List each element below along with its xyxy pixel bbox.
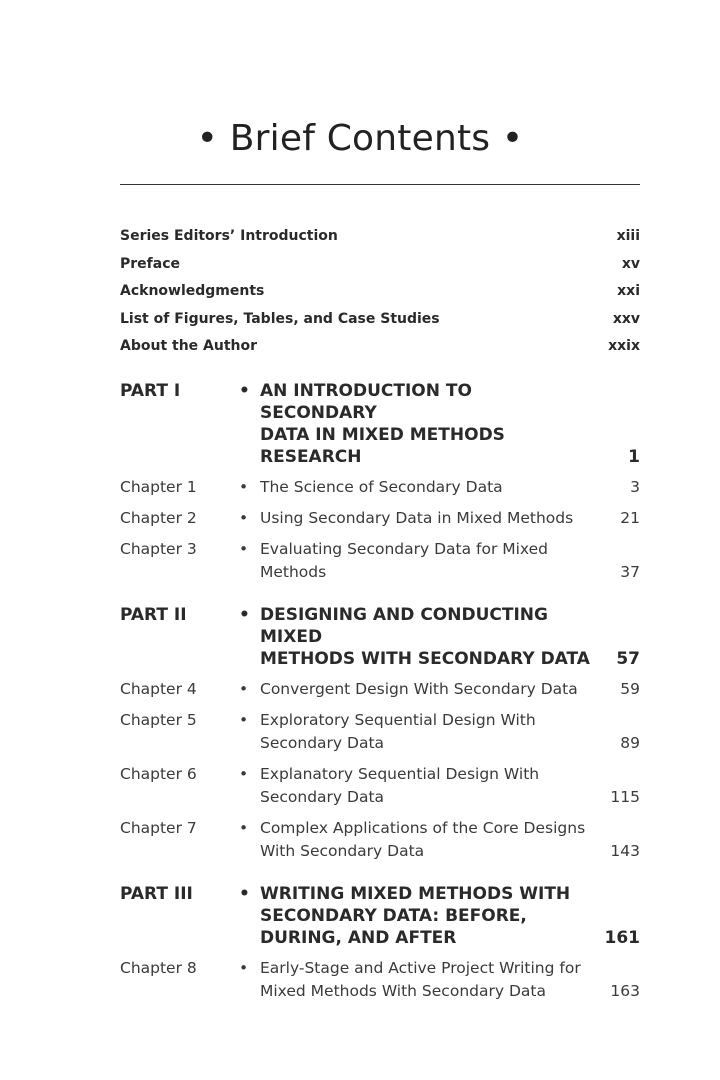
part-entry xyxy=(120,380,640,468)
chap-label: Chapter 4 xyxy=(120,680,197,698)
bullet-icon: • xyxy=(239,381,250,401)
part-title-line: AN INTRODUCTION TO SECONDARY xyxy=(260,381,472,423)
chap-label: Chapter 8 xyxy=(120,959,197,977)
bullet-icon: • xyxy=(239,765,249,783)
chap-title xyxy=(260,817,590,863)
chap-title-line: Secondary Data xyxy=(260,788,385,806)
part-entry xyxy=(120,883,640,949)
section-gap xyxy=(120,584,640,604)
front-matter-page: xv xyxy=(621,255,640,272)
part-label: PART I xyxy=(120,381,181,401)
bullet-icon: • xyxy=(239,478,249,496)
chapter-entry xyxy=(120,763,640,809)
front-matter-item xyxy=(120,338,640,366)
chap-title-line: Using Secondary Data in Mixed Methods xyxy=(260,509,574,527)
chap-title xyxy=(260,476,590,499)
front-matter-label: About the Author xyxy=(120,338,258,354)
chap-title-line: Early-Stage and Active Project Writing for xyxy=(260,959,581,977)
chap-title-line: Complex Applications of the Core Designs xyxy=(260,819,586,837)
part-title-line: METHODS WITH SECONDARY DATA xyxy=(260,649,590,669)
chapter-entry xyxy=(120,957,640,1003)
part-page: 1 xyxy=(628,447,640,467)
bullet-icon: • xyxy=(239,540,249,558)
chap-page: 59 xyxy=(620,680,640,698)
part-title xyxy=(260,380,590,468)
part-label: PART II xyxy=(120,605,187,625)
page-title: • Brief Contents • xyxy=(196,118,524,159)
chap-title xyxy=(260,538,590,584)
chapter-entry xyxy=(120,678,640,701)
part-page: 57 xyxy=(616,649,640,669)
chap-label: Chapter 5 xyxy=(120,711,197,729)
chap-page: 89 xyxy=(620,734,640,752)
chapter-entry xyxy=(120,817,640,863)
front-matter-label: List of Figures, Tables, and Case Studies xyxy=(120,310,440,327)
chap-page: 21 xyxy=(620,509,640,527)
chap-title xyxy=(260,507,590,530)
chap-title-line: With Secondary Data xyxy=(260,842,425,860)
bullet-icon: • xyxy=(239,884,250,904)
chapter-entry xyxy=(120,709,640,755)
section-gap xyxy=(120,863,640,883)
chap-title xyxy=(260,709,590,755)
part-page: 161 xyxy=(604,928,640,948)
part-title xyxy=(260,883,590,949)
chap-title-line: Exploratory Sequential Design With xyxy=(260,711,536,729)
front-matter-page: xxi xyxy=(617,283,640,299)
front-matter-label: Acknowledgments xyxy=(120,283,265,299)
front-matter-page: xxix xyxy=(608,338,640,354)
chap-title-line: The Science of Secondary Data xyxy=(260,478,503,496)
front-matter-item xyxy=(120,228,640,256)
bullet-icon: • xyxy=(239,509,249,527)
front-matter-label: Series Editors’ Introduction xyxy=(120,228,338,244)
bullet-icon: • xyxy=(239,711,249,729)
chap-title xyxy=(260,763,590,809)
chap-title-line: Convergent Design With Secondary Data xyxy=(260,680,578,698)
part-title-line: SECONDARY DATA: BEFORE, xyxy=(260,906,527,926)
front-matter-item xyxy=(120,311,640,339)
chap-label: Chapter 1 xyxy=(120,478,197,496)
chap-page: 37 xyxy=(620,563,640,581)
front-matter-page: xiii xyxy=(616,228,640,244)
bullet-icon: • xyxy=(239,605,250,625)
chap-page: 3 xyxy=(630,478,640,496)
chap-page: 143 xyxy=(610,842,640,860)
part-label: PART III xyxy=(120,884,193,904)
front-matter-list xyxy=(120,228,640,366)
part-title-line: DESIGNING AND CONDUCTING MIXED xyxy=(260,605,548,647)
chap-title-line: Secondary Data xyxy=(260,734,385,752)
chapter-entry xyxy=(120,476,640,499)
part-title xyxy=(260,604,590,670)
chap-title xyxy=(260,957,590,1003)
chap-title-line: Evaluating Secondary Data for Mixed Methods xyxy=(260,540,549,581)
title-rule xyxy=(120,184,640,185)
front-matter-page: xxv xyxy=(612,310,640,327)
chap-title-line: Explanatory Sequential Design With xyxy=(260,765,540,783)
chapter-entry xyxy=(120,538,640,584)
bullet-icon: • xyxy=(239,819,249,837)
chap-label: Chapter 3 xyxy=(120,540,197,558)
part-title-line: DATA IN MIXED METHODS RESEARCH xyxy=(260,425,505,467)
part-entry xyxy=(120,604,640,670)
bullet-icon: • xyxy=(239,959,249,977)
table-of-contents xyxy=(120,380,640,1003)
chap-label: Chapter 6 xyxy=(120,765,197,783)
chap-page: 163 xyxy=(610,982,640,1000)
part-title-line: WRITING MIXED METHODS WITH xyxy=(260,884,571,904)
front-matter-item xyxy=(120,283,640,311)
chapter-entry xyxy=(120,507,640,530)
chap-page: 115 xyxy=(610,788,640,806)
bullet-icon: • xyxy=(239,680,249,698)
front-matter-label: Preface xyxy=(120,255,180,272)
part-title-line: DURING, AND AFTER xyxy=(260,928,457,948)
chap-label: Chapter 7 xyxy=(120,819,197,837)
chap-title xyxy=(260,678,590,701)
chap-label: Chapter 2 xyxy=(120,509,197,527)
front-matter-item xyxy=(120,256,640,284)
chap-title-line: Mixed Methods With Secondary Data xyxy=(260,982,546,1000)
